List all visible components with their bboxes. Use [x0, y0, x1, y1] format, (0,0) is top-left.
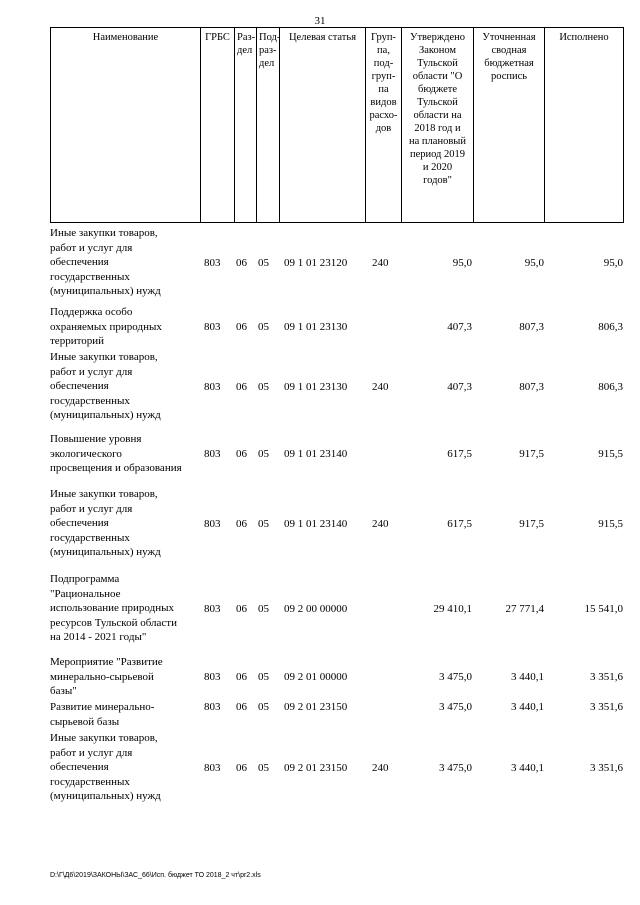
- row-name: Подпрограмма "Рациональное использование природных ресурсов Тульской области на 2014 - 2021 годы": [50, 573, 177, 643]
- row-target: 09 2 01 00000: [284, 671, 348, 683]
- row-podrazdel: 05: [258, 518, 269, 530]
- row-podrazdel: 05: [258, 603, 269, 615]
- page-number: 31: [314, 15, 326, 27]
- row-target: 09 1 01 23130: [284, 321, 348, 333]
- row-razdel: 06: [236, 762, 247, 774]
- row-executed: 95,0: [603, 257, 623, 269]
- row-approved: 617,5: [447, 448, 472, 460]
- header-group: Груп- па, под- груп- па видов расхо- дов: [365, 27, 402, 223]
- row-name: Повышение уровня экологического просвещения и образования: [50, 433, 182, 474]
- row-podrazdel: 05: [258, 321, 269, 333]
- row-target: 09 2 01 23150: [284, 701, 348, 713]
- row-name: Иные закупки товаров, работ и услуг для обеспечения государственных (муниципальных) нужд: [50, 732, 161, 802]
- header-executed: Исполнено: [544, 27, 624, 223]
- row-grbs: 803: [204, 321, 221, 333]
- row-razdel: 06: [236, 381, 247, 393]
- row-grbs: 803: [204, 381, 221, 393]
- row-target: 09 1 01 23140: [284, 448, 348, 460]
- row-refined: 3 440,1: [511, 701, 544, 713]
- row-grbs: 803: [204, 762, 221, 774]
- row-executed: 15 541,0: [584, 603, 623, 615]
- header-grbs: ГРБС: [200, 27, 235, 223]
- row-executed: 3 351,6: [590, 762, 623, 774]
- row-executed: 806,3: [598, 381, 623, 393]
- row-executed: 3 351,6: [590, 671, 623, 683]
- row-name: Развитие минерально- сырьевой базы: [50, 701, 155, 728]
- header-approved: Утверждено Законом Тульской области "О бюджете Тульской области на 2018 год и на плановый период 2019 и 2020 годов": [401, 27, 474, 223]
- row-target: 09 1 01 23130: [284, 381, 348, 393]
- row-name: Мероприятие "Развитие минерально-сырьевой базы": [50, 656, 163, 697]
- row-approved: 3 475,0: [439, 762, 472, 774]
- row-refined: 3 440,1: [511, 671, 544, 683]
- row-razdel: 06: [236, 321, 247, 333]
- row-podrazdel: 05: [258, 762, 269, 774]
- row-refined: 807,3: [519, 381, 544, 393]
- row-podrazdel: 05: [258, 381, 269, 393]
- row-group: 240: [372, 762, 389, 774]
- row-approved: 3 475,0: [439, 701, 472, 713]
- row-name: Иные закупки товаров, работ и услуг для обеспечения государственных (муниципальных) нужд: [50, 351, 161, 421]
- row-approved: 3 475,0: [439, 671, 472, 683]
- row-grbs: 803: [204, 257, 221, 269]
- header-razdel: Раз- дел: [234, 27, 257, 223]
- row-executed: 915,5: [598, 448, 623, 460]
- row-podrazdel: 05: [258, 257, 269, 269]
- row-name: Поддержка особо охраняемых природных территорий: [50, 306, 162, 347]
- row-podrazdel: 05: [258, 671, 269, 683]
- row-refined: 95,0: [524, 257, 544, 269]
- row-podrazdel: 05: [258, 448, 269, 460]
- row-grbs: 803: [204, 448, 221, 460]
- header-podrazdel: Под- раз- дел: [256, 27, 280, 223]
- row-refined: 917,5: [519, 518, 544, 530]
- row-executed: 806,3: [598, 321, 623, 333]
- row-target: 09 1 01 23120: [284, 257, 348, 269]
- row-grbs: 803: [204, 671, 221, 683]
- row-approved: 407,3: [447, 321, 472, 333]
- row-group: 240: [372, 381, 389, 393]
- row-target: 09 2 01 23150: [284, 762, 348, 774]
- header-refined: Уточненная сводная бюджетная роспись: [473, 27, 545, 223]
- row-approved: 29 410,1: [433, 603, 472, 615]
- row-group: 240: [372, 257, 389, 269]
- row-razdel: 06: [236, 603, 247, 615]
- row-target: 09 1 01 23140: [284, 518, 348, 530]
- header-target: Целевая статья: [279, 27, 366, 223]
- row-name: Иные закупки товаров, работ и услуг для обеспечения государственных (муниципальных) нужд: [50, 227, 161, 297]
- row-podrazdel: 05: [258, 701, 269, 713]
- row-approved: 407,3: [447, 381, 472, 393]
- row-grbs: 803: [204, 701, 221, 713]
- row-grbs: 803: [204, 603, 221, 615]
- row-executed: 915,5: [598, 518, 623, 530]
- row-executed: 3 351,6: [590, 701, 623, 713]
- footer-file-path: D:\Г\Д6\2019\ЗАКОНЫ\ЗАС_66\Исп. бюджет ТО 2018_2 чт\pr2.xls: [50, 872, 261, 879]
- row-razdel: 06: [236, 518, 247, 530]
- row-approved: 617,5: [447, 518, 472, 530]
- row-refined: 807,3: [519, 321, 544, 333]
- header-name: Наименование: [50, 27, 201, 223]
- row-razdel: 06: [236, 257, 247, 269]
- row-refined: 917,5: [519, 448, 544, 460]
- row-razdel: 06: [236, 671, 247, 683]
- row-razdel: 06: [236, 448, 247, 460]
- row-approved: 95,0: [452, 257, 472, 269]
- row-razdel: 06: [236, 701, 247, 713]
- row-refined: 3 440,1: [511, 762, 544, 774]
- row-grbs: 803: [204, 518, 221, 530]
- row-target: 09 2 00 00000: [284, 603, 348, 615]
- row-refined: 27 771,4: [505, 603, 544, 615]
- row-name: Иные закупки товаров, работ и услуг для обеспечения государственных (муниципальных) нужд: [50, 488, 161, 558]
- row-group: 240: [372, 518, 389, 530]
